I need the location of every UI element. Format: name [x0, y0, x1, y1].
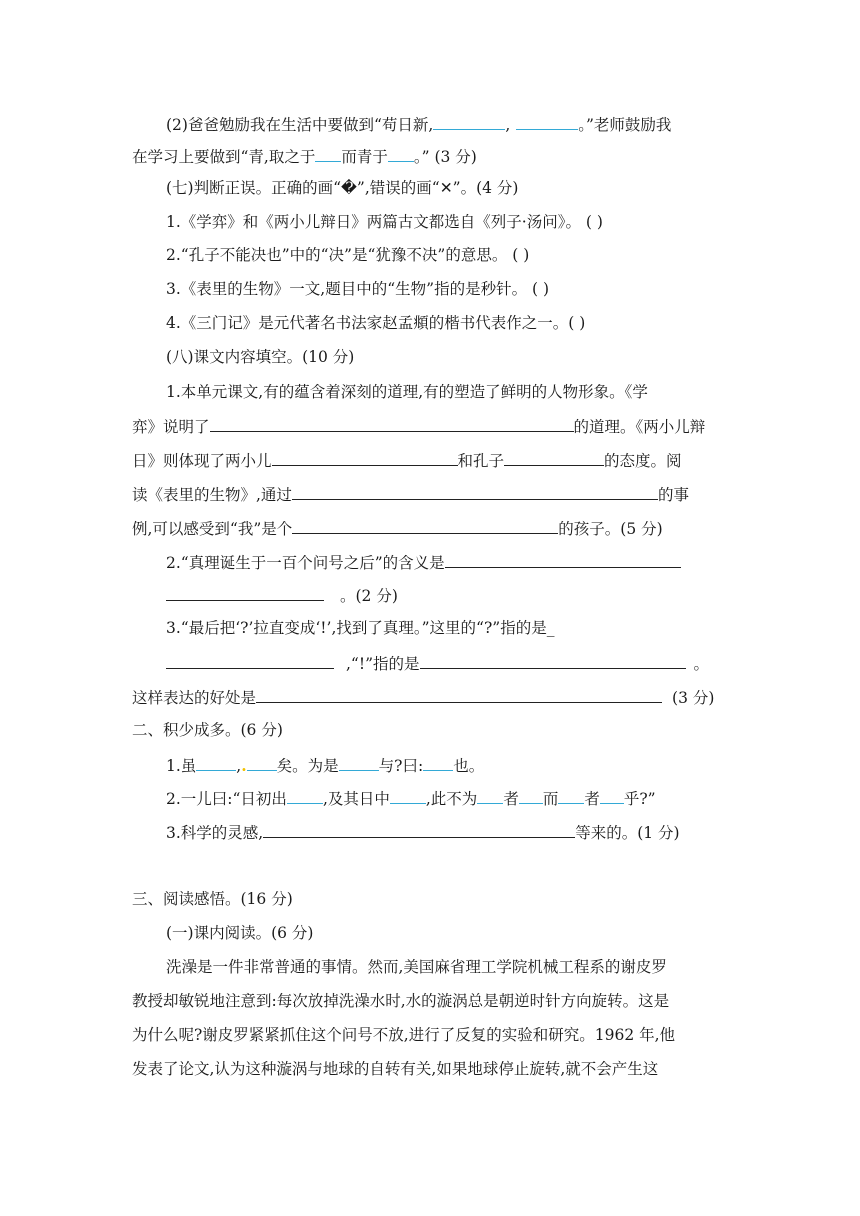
q1-text: 例,可以感受到“我”是个 — [132, 520, 293, 538]
q2-text-b: 。”老师鼓励我 — [578, 116, 672, 134]
blank-s8-q1-2[interactable] — [272, 448, 458, 466]
s2-text: , — [236, 757, 242, 775]
s8-heading: (八)课文内容填空。(10 分) — [166, 348, 355, 366]
blank-s8-q2-1[interactable] — [445, 550, 681, 568]
blank-s2-9[interactable] — [558, 786, 584, 804]
reading-para-line-4: 发表了论文,认为这种漩涡与地球的自转有关,如果地球停止旋转,就不会产生这 — [132, 1060, 659, 1078]
s8-q1-line2 — [132, 414, 705, 438]
blank-s2-5[interactable] — [287, 786, 323, 804]
blank-s8-q1-5[interactable] — [292, 516, 558, 534]
q2-text: 。(2 分) — [340, 587, 398, 605]
s2-dot: . — [241, 756, 247, 775]
blank-s8-q3-1[interactable] — [166, 651, 334, 669]
blank-s2-1[interactable] — [196, 753, 236, 771]
blank-s2-2[interactable] — [247, 753, 277, 771]
s3-subheading: (一)课内阅读。(6 分) — [166, 924, 314, 942]
s8-q1-line4 — [132, 482, 689, 506]
s2-line3 — [166, 820, 680, 844]
blank-q2-4[interactable] — [388, 144, 414, 162]
s3-heading: 三、阅读感悟。(16 分) — [132, 890, 293, 908]
s8-q3-line1: 3.“最后把‘?’拉直变成‘!’,找到了真理。”这里的“?”指的是_ — [166, 619, 555, 637]
q3-text: (3 分) — [672, 689, 715, 707]
blank-s8-q3-3[interactable] — [256, 685, 662, 703]
s2-text: 者 — [584, 790, 600, 808]
s2-line2 — [166, 786, 656, 810]
s2-text: 乎?” — [623, 790, 656, 808]
reading-para-line-1: 洗澡是一件非常普通的事情。然而,美国麻省理工学院机械工程系的谢皮罗 — [166, 958, 667, 976]
s2-text: ,及其日中 — [322, 790, 390, 808]
q3-text: 。 — [693, 655, 710, 673]
blank-s2-6[interactable] — [390, 786, 426, 804]
reading-para-line-3: 为什么呢?谢皮罗紧紧抓住这个问号不放,进行了反复的实验和研究。1962 年,他 — [132, 1026, 676, 1044]
s8-q2-line1 — [166, 550, 681, 574]
q1-text: 的道理。《两小儿辩 — [573, 418, 706, 436]
s2-text: 也。 — [453, 757, 485, 775]
q1-text: 和孔子 — [457, 452, 505, 470]
s2-text: 1.虽 — [166, 757, 197, 775]
blank-s8-q1-4[interactable] — [292, 482, 658, 500]
blank-s2-4[interactable] — [423, 753, 453, 771]
s2-text: ,此不为 — [425, 790, 478, 808]
s7-q2-line2 — [132, 144, 477, 168]
s2-text: 矣。为是 — [276, 757, 339, 775]
s2-text: 3.科学的灵感, — [166, 824, 264, 842]
s2-text: 而 — [542, 790, 559, 808]
s2-text: 与?曰: — [378, 757, 424, 775]
s2-text: 2.一儿曰:“日初出 — [166, 790, 287, 808]
s8-q1-line5 — [132, 516, 663, 540]
s8-q3-line2 — [166, 651, 709, 675]
reading-para-line-2: 教授却敏锐地注意到:每次放掉洗澡水时,水的漩涡总是朝逆时针方向旋转。这是 — [132, 992, 670, 1010]
blank-q2-3[interactable] — [315, 144, 341, 162]
judge-item-3: 3.《表里的生物》一文,题目中的“生物”指的是秒针。 ( ) — [166, 280, 550, 298]
q1-text: 的事 — [657, 486, 689, 504]
q3-text: ,“!”指的是 — [346, 655, 420, 673]
q2-text-e: 。” (3 分) — [413, 148, 477, 166]
s8-q3-line3 — [132, 685, 714, 709]
blank-s2-11[interactable] — [263, 820, 575, 838]
blank-q2-1[interactable] — [433, 112, 505, 130]
q1-text: 的态度。阅 — [604, 452, 682, 470]
s8-q1-line3 — [132, 448, 682, 472]
judge-item-1: 1.《学弈》和《两小儿辩日》两篇古文都选自《列子·汤问》。 ( ) — [166, 213, 603, 231]
blank-s2-10[interactable] — [600, 786, 624, 804]
q1-text: 弈》说明了 — [132, 418, 210, 436]
q3-text: 这样表达的好处是 — [132, 689, 257, 707]
q1-text: 读《表里的生物》,通过 — [132, 486, 292, 504]
judge-item-4: 4.《三门记》是元代著名书法家赵孟頫的楷书代表作之一。( ) — [166, 314, 586, 332]
q1-text: 的孩子。(5 分) — [558, 520, 663, 538]
blank-s2-7[interactable] — [477, 786, 503, 804]
q2-text-a: (2)爸爸勉励我在生活中要做到“苟日新, — [166, 116, 434, 134]
blank-q2-2[interactable] — [516, 112, 578, 130]
judge-item-2: 2.“孔子不能决也”中的“决”是“犹豫不决”的意思。 ( ) — [166, 246, 530, 264]
s8-q1-line1: 1.本单元课文,有的蕴含着深刻的道理,有的塑造了鲜明的人物形象。《学 — [166, 383, 648, 401]
q2-text-d: 而青于 — [341, 148, 388, 166]
blank-s8-q2-2[interactable] — [166, 583, 324, 601]
s8-q2-line2 — [166, 583, 398, 607]
s2-text: 等来的。(1 分) — [575, 824, 680, 842]
blank-s8-q1-3[interactable] — [504, 448, 604, 466]
blank-s2-8[interactable] — [519, 786, 543, 804]
q1-text: 日》则体现了两小儿 — [132, 452, 272, 470]
s7-q2-line1 — [166, 112, 671, 136]
s2-text: 者 — [503, 790, 519, 808]
s7-heading: (七)判断正误。正确的画“�”,错误的画“✕”。(4 分) — [166, 179, 519, 197]
s2-line1 — [166, 753, 484, 777]
blank-s8-q1-1[interactable] — [210, 414, 574, 432]
blank-s2-3[interactable] — [339, 753, 379, 771]
q2-text-c: 在学习上要做到“青,取之于 — [132, 148, 316, 166]
blank-s8-q3-2[interactable] — [420, 651, 686, 669]
q2-sep: , — [505, 116, 511, 134]
q2-text: 2.“真理诞生于一百个问号之后”的含义是 — [166, 554, 445, 572]
s2-heading: 二、积少成多。(6 分) — [132, 721, 283, 739]
